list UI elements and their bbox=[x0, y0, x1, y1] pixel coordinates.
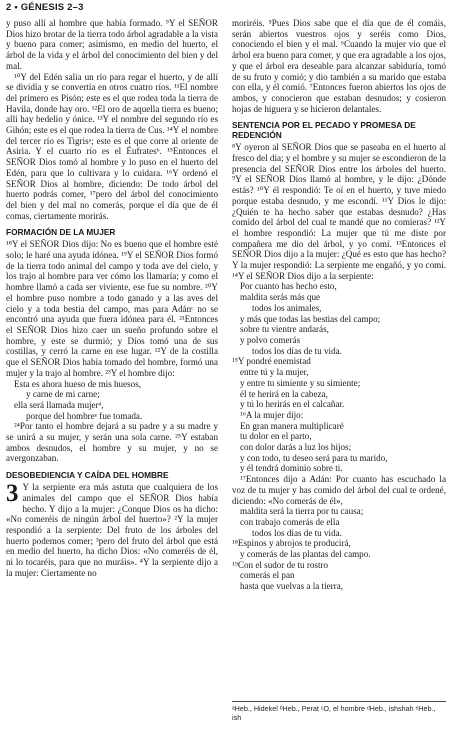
poem-line: y polvo comerás bbox=[240, 334, 301, 345]
paragraph-text: Y la serpiente era más astuta que cualquiera de los animales del campo que el SEÑOR Dios había hecho. Y dijo a la mujer: ¿Conque Dios os ha dicho: «No comeréis de ningún árbol del huerto»? ²Y la mujer respondió a la serpiente: Del fruto de los árboles del huerto podemos comer; ³pero del fruto del árbol que está en medio del huerto, ha dicho Dios: «No comeréis de él, ni lo tocaréis, para que no muráis». ⁴Y la serpiente dijo a la mujer: Ciertamente no bbox=[6, 482, 218, 578]
footnotes: ᵃHeb., Hidekel ᵇHeb., Perat ᶜO, el hombre ᵈHeb., ishshah ᵉHeb., ish bbox=[232, 704, 436, 722]
section-heading: DESOBEDIENCIA Y CAÍDA DEL HOMBRE bbox=[6, 470, 169, 481]
poem-line: todos los días de tu vida. bbox=[252, 345, 342, 356]
paragraph: moriréis. ⁵Pues Dios sabe que el día que de él comáis, serán abiertos vuestros ojos y seréis como Dios, conociendo el bien y el mal. ⁶Cuando la mujer vio que el árbol era bueno para comer, y que era agradable a los ojos, y que el árbol era deseable para alcanzar sabiduría, tomó de su fruto y comió; y dio también a su marido que estaba con ella, y él comió. ⁷Entonces fueron abiertos los ojos de ambos, y conocieron que estaban desnudos; y cosieron hojas de higuera y se hicieron delantales. bbox=[232, 18, 446, 114]
page-header: 2 • GÉNESIS 2–3 bbox=[6, 2, 84, 13]
paragraph: y puso allí al hombre que había formado. ⁹Y el SEÑOR Dios hizo brotar de la tierra todo árbol agradable a la vista y bueno para comer; asimismo, en medio del huerto, el árbol de la vida y el árbol del conocimiento del bien y del mal. bbox=[6, 18, 218, 71]
poem-block bbox=[232, 281, 446, 474]
paragraph: ²⁴Por tanto el hombre dejará a su padre y a su madre y se unirá a su mujer, y serán una sola carne. ²⁵Y estaban ambos desnudos, el hombre y su mujer, y no se avergonzaban. bbox=[6, 421, 218, 464]
left-column bbox=[6, 18, 218, 578]
poem-line: y comerás de las plantas del campo. bbox=[240, 549, 371, 560]
poem-line: con dolor darás a luz los hijos; bbox=[240, 442, 352, 453]
poem-line: ¹⁶A la mujer dijo: bbox=[240, 409, 304, 420]
poem-line: y entre tu simiente y su simiente; bbox=[240, 377, 361, 388]
poem-line: sobre tu vientre andarás, bbox=[240, 324, 329, 335]
poem-line: En gran manera multiplicaré bbox=[240, 420, 344, 431]
poem-block bbox=[6, 379, 218, 422]
poem-line: comerás el pan bbox=[240, 570, 295, 581]
footnote-divider bbox=[232, 701, 446, 702]
poem-line: y más que todas las bestias del campo; bbox=[240, 313, 381, 324]
chapter-number: 3 bbox=[6, 480, 19, 508]
section-heading: FORMACIÓN DE LA MUJER bbox=[6, 227, 116, 238]
poem-line: ¹⁹Con el sudor de tu rostro bbox=[232, 559, 329, 570]
poem-line: Por cuanto has hecho esto, bbox=[240, 281, 337, 292]
paragraph: ¹⁷Entonces dijo a Adán: Por cuanto has escuchado la voz de tu mujer y has comido del árbol del cual te ordené, diciendo: «No comerás de él», bbox=[232, 474, 446, 506]
poem-line: entre tú y la mujer, bbox=[240, 367, 309, 378]
poem-line: con trabajo comerás de ella bbox=[240, 516, 340, 527]
paragraph: ¹⁰Y del Edén salía un río para regar el huerto, y de allí se dividía y se convertía en otros cuatro ríos. ¹¹El nombre del primero es Pisón; este es el que rodea toda la tierra de Havila, donde hay oro. ¹²El oro de aquella tierra es bueno; allí hay bedelio y ónice. ¹³Y el nombre del segundo río es Gihón; este es el que rodea la tierra de Cus. ¹⁴Y el nombre del tercer río es Tigrisᵃ; este es el que corre al oriente de Asiria. Y el cuarto río es el Éufratesᵇ. ¹⁵Entonces el SEÑOR Dios tomó al hombre y lo puso en el huerto del Edén, para que lo cultivara y lo cuidara. ¹⁶Y ordenó el SEÑOR Dios al hombre, diciendo: De todo árbol del huerto podrás comer, ¹⁷pero del árbol del conocimiento del bien y del mal no comerás, porque el día que de él comas, ciertamente morirás. bbox=[6, 71, 218, 221]
paragraph: ⁸Y oyeron al SEÑOR Dios que se paseaba en el huerto al fresco del día; y el hombre y su mujer se escondieron de la presencia del SEÑOR Dios entre los árboles del huerto. ⁹Y el SEÑOR Dios llamó al hombre, y le dijo: ¿Dónde estás? ¹⁰Y él respondió: Te oí en el huerto, y tuve miedo porque estaba desnudo, y me escondí. ¹¹Y Dios le dijo: ¿Quién te ha hecho saber que estabas desnudo? ¿Has comido del árbol del cual te mandé que no comieras? ¹²Y el hombre respondió: La mujer que tú me diste por compañera me dio del árbol, y yo comí. ¹³Entonces el SEÑOR Dios dijo a la mujer: ¿Qué es esto que has hecho? Y la mujer respondió: La serpiente me engañó, y yo comí. ¹⁴Y el SEÑOR Dios dijo a la serpiente: bbox=[232, 142, 446, 281]
poem-line: todos los animales, bbox=[252, 302, 322, 313]
poem-line: y con todo, tu deseo será para tu marido, bbox=[240, 452, 388, 463]
poem-line: todos los días de tu vida. bbox=[252, 527, 342, 538]
poem-line: maldita será la tierra por tu causa; bbox=[240, 506, 364, 517]
paragraph: ¹⁸Y el SEÑOR Dios dijo: No es bueno que el hombre esté solo; le haré una ayuda idónea. ¹⁹Y el SEÑOR Dios formó de la tierra todo animal del campo y toda ave del cielo, y los trajo al hombre para ver cómo los llamaría; y como el hombre llamó a cada ser viviente, ese fue su nombre. ²⁰Y el hombre puso nombre a todo ganado y a las aves del cielo y a toda bestia del campo, mas para Adánᶜ no se encontró una ayuda que fuera idónea para él. ²¹Entonces el SEÑOR Dios hizo caer un sueño profundo sobre el hombre, y este se durmió; y Dios tomó una de sus costillas, y cerró la carne en ese lugar. ²²Y de la costilla que el SEÑOR Dios había tomado del hombre, formó una mujer y la trajo al hombre. ²³Y el hombre dijo: bbox=[6, 239, 218, 378]
poem-line: maldita serás más que bbox=[240, 292, 321, 303]
poem-line: y él tendrá dominio sobre ti. bbox=[240, 463, 343, 474]
poem-line: tu dolor en el parto, bbox=[240, 431, 312, 442]
poem-line: ¹⁵Y pondré enemistad bbox=[232, 356, 311, 367]
section-heading: SENTENCIA POR EL PECADO Y PROMESA DE REDENCIÓN bbox=[232, 120, 416, 141]
poem-block bbox=[232, 506, 446, 592]
right-column bbox=[232, 18, 446, 592]
poem-line: él te herirá en la cabeza, bbox=[240, 388, 328, 399]
poem-line: y tú lo herirás en el calcañar. bbox=[240, 399, 345, 410]
poem-line: Esta es ahora hueso de mis huesos, bbox=[14, 378, 142, 389]
poem-line: ¹⁸Espinos y abrojos te producirá, bbox=[232, 538, 351, 549]
poem-line: y carne de mi carne; bbox=[26, 389, 100, 400]
poem-line: ella será llamada mujerᵈ, bbox=[14, 399, 104, 410]
poem-line: hasta que vuelvas a la tierra, bbox=[240, 581, 344, 592]
poem-line: porque del hombreᵉ fue tomada. bbox=[26, 410, 143, 421]
paragraph-with-dropcap bbox=[6, 482, 218, 578]
